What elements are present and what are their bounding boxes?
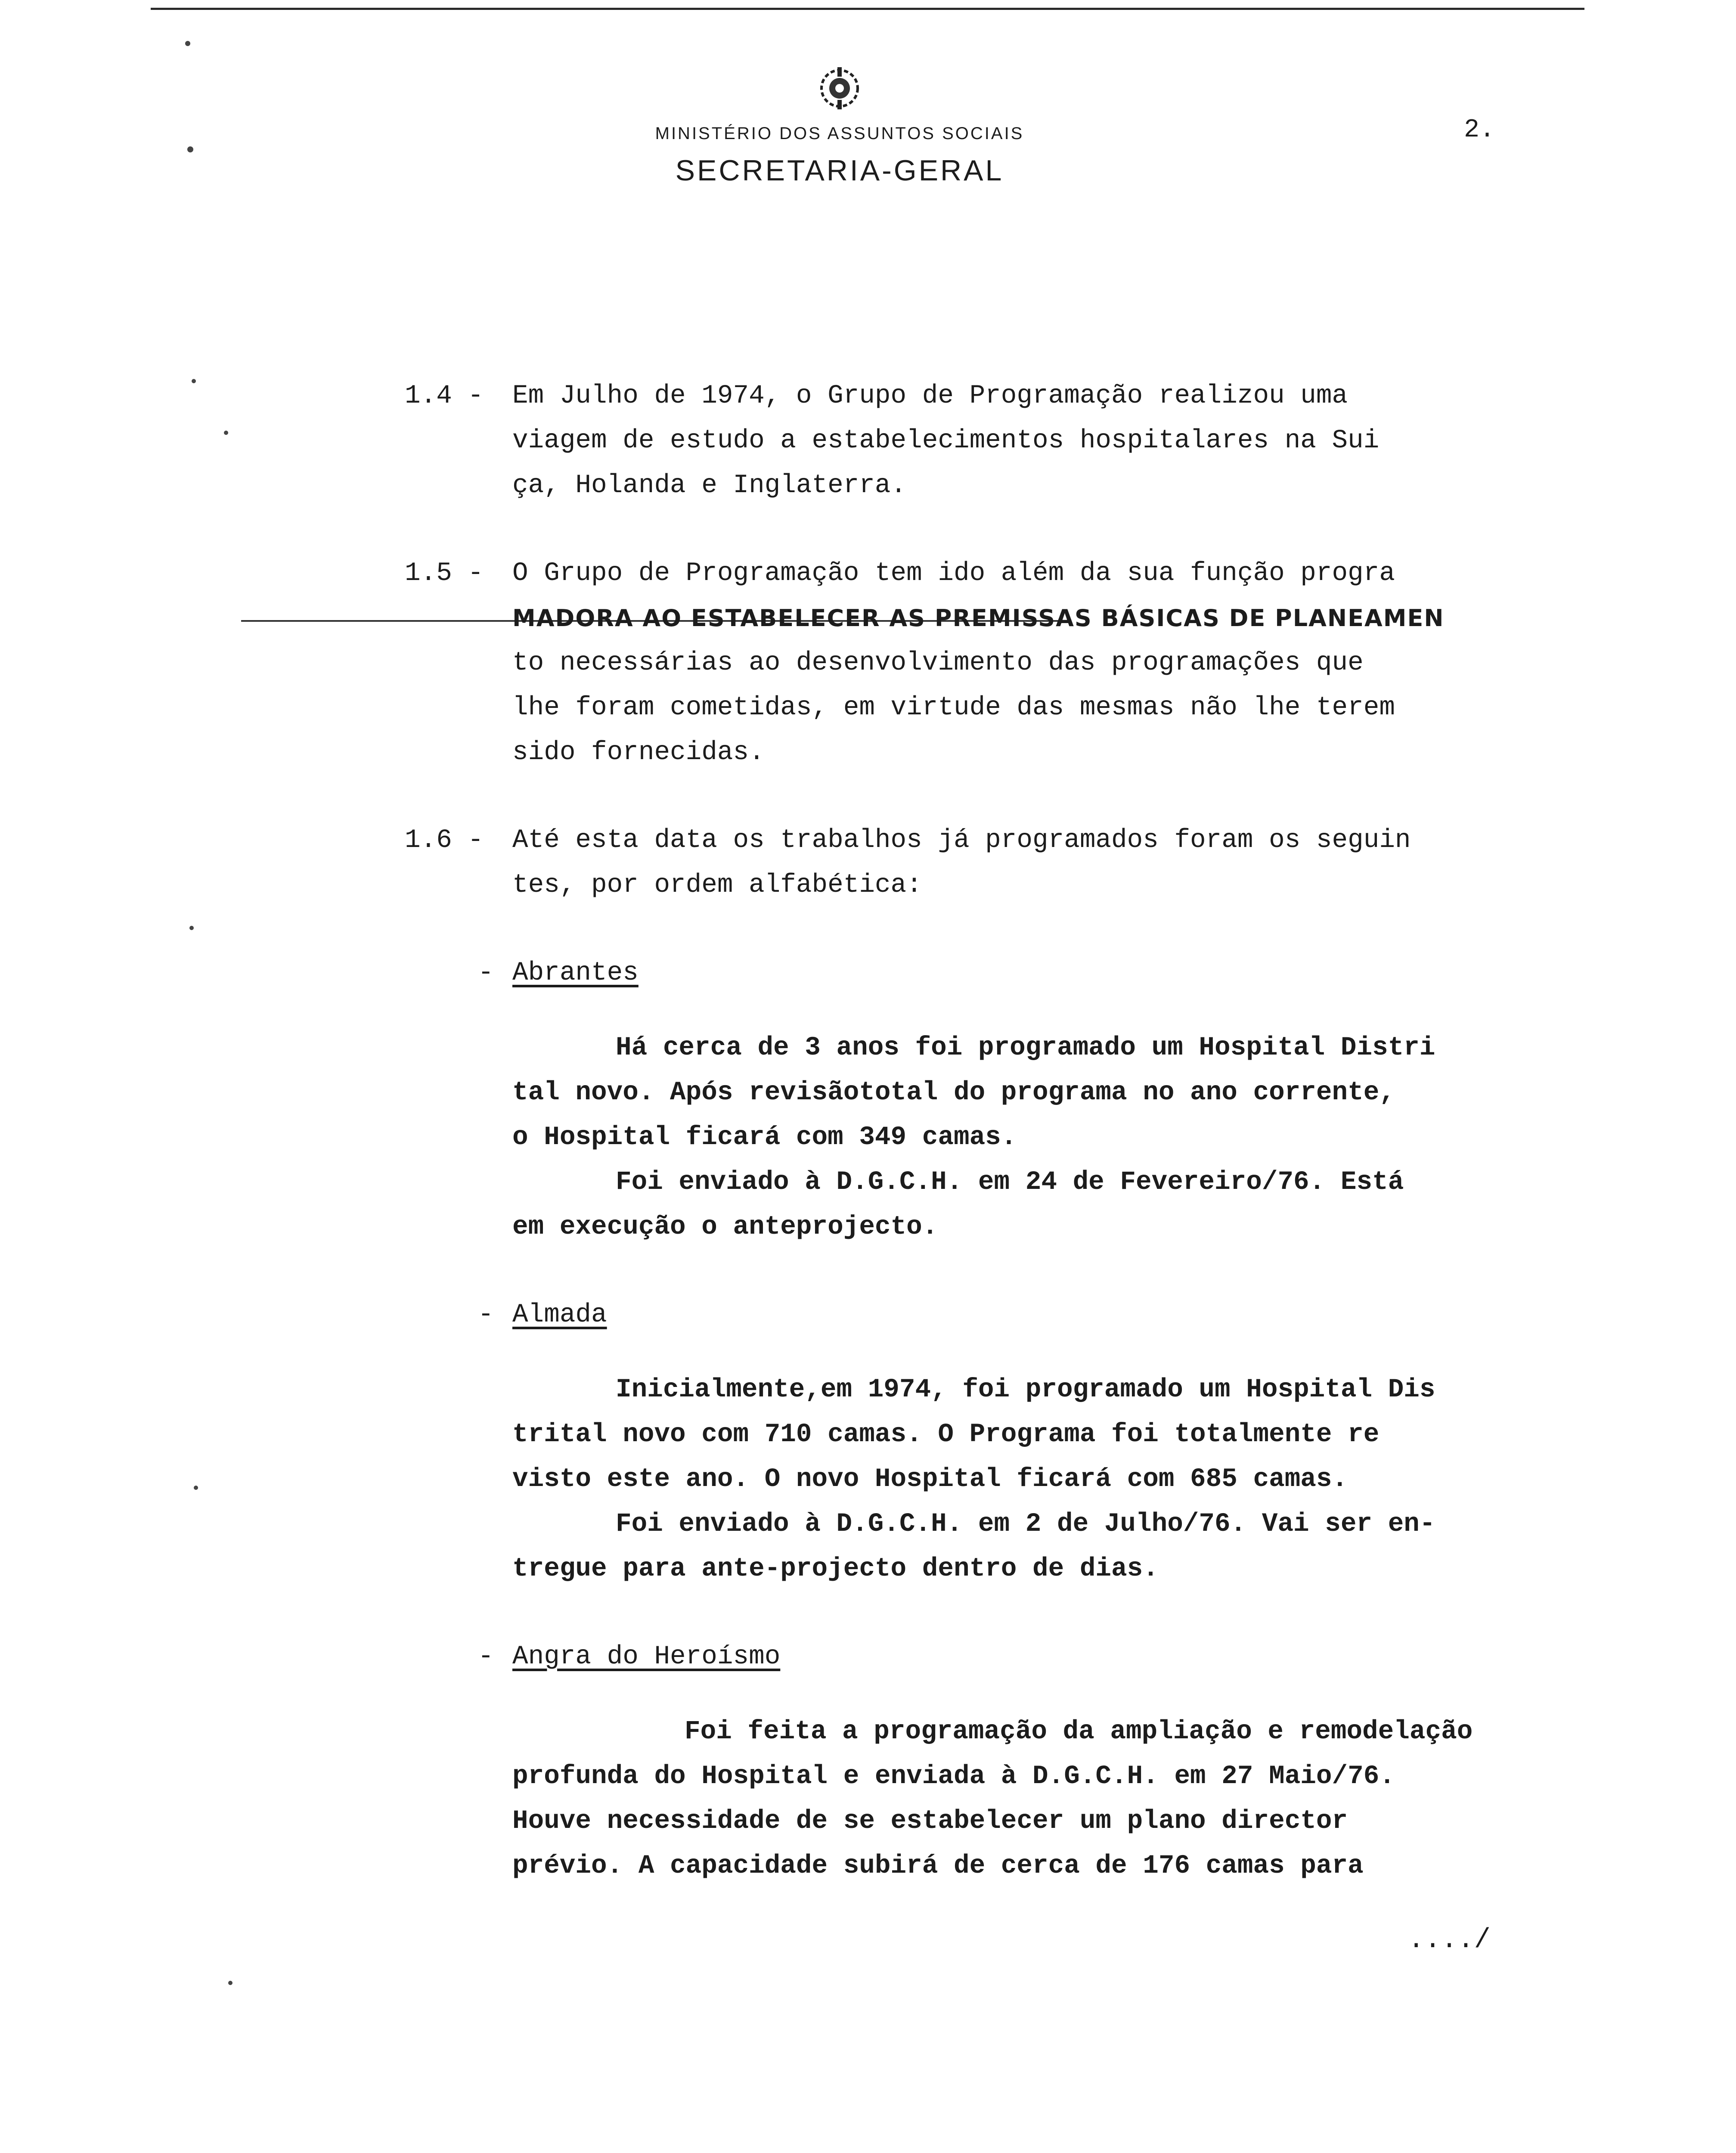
top-rule <box>151 8 1584 10</box>
scan-speck <box>194 1486 198 1490</box>
item-name: Abrantes <box>512 958 639 988</box>
handwritten-line: MADORA AO ESTABELECER AS PREMISSAS BÁSICAS DE PLANEAMEN <box>512 605 1445 632</box>
section-1-6 <box>405 818 1576 908</box>
text-line: Foi enviado à D.G.C.H. em 24 de Fevereiro/76. Está <box>616 1167 1404 1197</box>
text-line: viagem de estudo a estabelecimentos hospitalares na Sui <box>512 426 1380 456</box>
text-line: em execução o anteprojecto. <box>512 1212 938 1242</box>
section-1-5 <box>405 551 1576 775</box>
document-body <box>405 374 1576 1889</box>
page-number: 2. <box>1464 115 1495 145</box>
item-body-almada <box>512 1368 1576 1591</box>
text-line: trital novo com 710 camas. O Programa foi totalmente re <box>512 1420 1380 1449</box>
text-line: o Hospital ficará com 349 camas. <box>512 1123 1017 1152</box>
scan-speck <box>228 1981 232 1985</box>
department-name: SECRETARIA-GERAL <box>675 154 1004 187</box>
text-line: Houve necessidade de se estabelecer um plano director <box>512 1806 1348 1836</box>
item-name: Angra do Heroísmo <box>512 1642 781 1672</box>
text-line: Foi feita a programação da ampliação e remodelação <box>685 1717 1473 1747</box>
text-line: sido fornecidas. <box>512 738 765 767</box>
text-line: Foi enviado à D.G.C.H. em 2 de Julho/76. Vai ser en- <box>616 1509 1435 1539</box>
ministry-emblem-icon <box>816 65 863 112</box>
section-number: 1.6 - <box>405 825 484 855</box>
section-number: 1.5 - <box>405 558 484 588</box>
text-line: prévio. A capacidade subirá de cerca de 176 camas para <box>512 1851 1364 1881</box>
item-heading-abrantes <box>478 951 1576 996</box>
scan-speck <box>192 379 196 383</box>
item-dash: - <box>478 958 494 988</box>
continuation-mark: ..../ <box>1408 1925 1491 1956</box>
scan-speck <box>185 41 190 46</box>
text-line: Há cerca de 3 anos foi programado um Hospital Distri <box>616 1033 1435 1063</box>
text-line: Inicialmente,em 1974, foi programado um Hospital Dis <box>616 1375 1435 1405</box>
scan-speck <box>224 431 228 435</box>
text-line: Em Julho de 1974, o Grupo de Programação realizou uma <box>512 381 1348 411</box>
text-line: tal novo. Após revisãototal do programa no ano corrente, <box>512 1078 1395 1108</box>
text-line: ça, Holanda e Inglaterra. <box>512 471 907 500</box>
text-line: lhe foram cometidas, em virtude das mesmas não lhe terem <box>512 693 1395 723</box>
item-dash: - <box>478 1642 494 1672</box>
letterhead <box>560 65 1119 187</box>
text-line: tregue para ante-projecto dentro de dias. <box>512 1554 1159 1584</box>
text-line: tes, por ordem alfabética: <box>512 870 922 900</box>
ministry-name: MINISTÉRIO DOS ASSUNTOS SOCIAIS <box>655 124 1024 143</box>
item-heading-almada <box>478 1293 1576 1337</box>
text-line: to necessárias ao desenvolvimento das programações que <box>512 648 1364 678</box>
item-name: Almada <box>512 1300 607 1330</box>
scan-speck <box>189 926 194 930</box>
text-line: Até esta data os trabalhos já programados foram os seguin <box>512 825 1411 855</box>
scan-speck <box>187 146 193 152</box>
item-heading-angra <box>478 1635 1576 1679</box>
item-dash: - <box>478 1300 494 1330</box>
section-1-4 <box>405 374 1576 508</box>
text-line: visto este ano. O novo Hospital ficará com 685 camas. <box>512 1464 1348 1494</box>
item-body-angra <box>512 1709 1576 1889</box>
text-line: O Grupo de Programação tem ido além da sua função progra <box>512 558 1395 588</box>
item-body-abrantes <box>512 1026 1576 1250</box>
section-number: 1.4 - <box>405 381 484 411</box>
text-line: profunda do Hospital e enviada à D.G.C.H. em 27 Maio/76. <box>512 1762 1395 1791</box>
